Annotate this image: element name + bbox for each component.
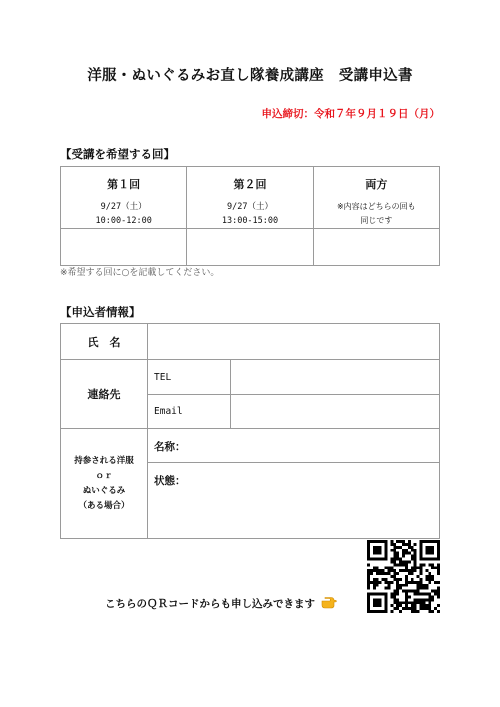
item-name-field[interactable]	[148, 429, 440, 463]
item-state-label: 状態：	[154, 475, 186, 487]
session-both-cell	[313, 167, 439, 229]
contact-label: 連絡先	[61, 360, 148, 429]
session-both-mark-field[interactable]	[313, 229, 439, 266]
name-field[interactable]	[148, 324, 440, 360]
session-2-mark-field[interactable]	[187, 229, 313, 266]
item-label-line2: ｏｒ	[95, 470, 113, 481]
session-both-note-line1: ※内容はどちらの回も	[336, 202, 416, 211]
tel-field[interactable]	[231, 360, 440, 395]
session-2-cell	[187, 167, 313, 229]
applicant-section-heading: 【申込者情報】	[60, 305, 141, 319]
session-table	[60, 166, 440, 266]
session-section-heading: 【受講を希望する回】	[60, 147, 175, 161]
item-label	[61, 429, 148, 539]
item-state-field[interactable]	[148, 463, 440, 539]
item-label-line4: （ある場合）	[78, 500, 130, 511]
pointing-hand-icon	[321, 597, 337, 612]
item-name-label: 名称：	[154, 441, 186, 453]
email-field[interactable]	[231, 395, 440, 429]
applicant-table	[60, 323, 440, 539]
session-1-date: 9/27（土）	[100, 202, 147, 212]
name-label: 氏 名	[61, 324, 148, 360]
session-2-label: 第２回	[233, 178, 267, 191]
session-2-time: 13:00-15:00	[221, 216, 279, 226]
session-1-time: 10:00-12:00	[95, 216, 152, 226]
item-label-line1: 持参される洋服	[74, 455, 134, 466]
qr-caption	[105, 596, 337, 612]
item-label-line3: ぬいぐるみ	[82, 485, 126, 496]
session-footnote: ※希望する回に○を記載してください。	[60, 268, 220, 278]
session-both-label: 両方	[365, 178, 388, 191]
qr-caption-text: こちらのＱＲコードからも申し込みできます	[105, 598, 315, 610]
qr-code-icon[interactable]	[367, 540, 440, 613]
session-1-cell	[61, 167, 187, 229]
email-label: Email	[148, 395, 231, 429]
session-2-date: 9/27（土）	[227, 202, 273, 212]
page-title: 洋服・ぬいぐるみお直し隊養成講座 受講申込書	[87, 68, 413, 84]
session-1-label: 第１回	[107, 178, 141, 191]
session-1-mark-field[interactable]	[61, 229, 187, 266]
session-both-note-line2: 同じです	[360, 216, 393, 225]
deadline-text: 申込締切：令和７年９月１９日（月）	[261, 108, 440, 120]
tel-label: TEL	[148, 360, 231, 395]
